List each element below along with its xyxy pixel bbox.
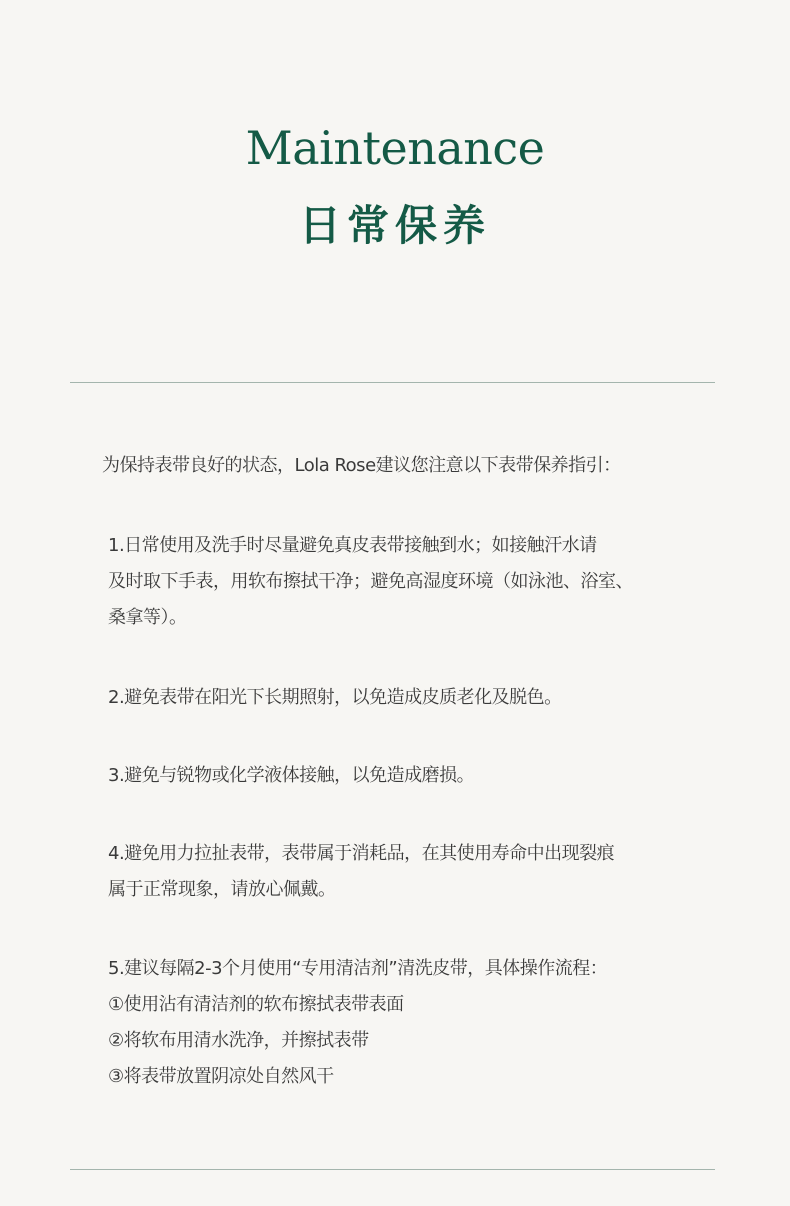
care-item-4-line-2: 属于正常现象，请放心佩戴。: [108, 879, 336, 900]
care-item-5: [108, 951, 607, 1095]
care-item-2-line-1: 2.避免表带在阳光下长期照射，以免造成皮质老化及脱色。: [108, 687, 562, 708]
care-item-2: [108, 680, 562, 716]
care-item-1-line-1: 1.日常使用及洗手时尽量避免真皮表带接触到水；如接触汗水请: [108, 535, 597, 556]
top-divider: [70, 382, 715, 383]
page-title-en: Maintenance: [245, 121, 545, 175]
care-step-2: ②将软布用清水洗净，并擦拭表带: [108, 1030, 369, 1051]
care-step-3: ③将表带放置阴凉处自然风干: [108, 1066, 334, 1087]
care-item-3: [108, 758, 474, 794]
care-item-4: [108, 836, 614, 908]
intro-text: 为保持表带良好的状态，Lola Rose建议您注意以下表带保养指引：: [102, 455, 621, 476]
page-title-zh: 日常保养: [298, 201, 491, 250]
care-step-1: ①使用沾有清洁剂的软布擦拭表带表面: [108, 994, 404, 1015]
care-item-3-line-1: 3.避免与锐物或化学液体接触，以免造成磨损。: [108, 765, 475, 786]
care-item-1: [108, 528, 633, 636]
care-item-1-line-2: 及时取下手表，用软布擦拭干净；避免高湿度环境（如泳池、浴室、: [108, 571, 633, 592]
bottom-divider: [70, 1169, 715, 1170]
care-item-4-line-1: 4.避免用力拉扯表带，表带属于消耗品，在其使用寿命中出现裂痕: [108, 843, 615, 864]
care-item-1-line-3: 桑拿等）。: [108, 607, 187, 628]
care-item-5-line-1: 5.建议每隔2-3个月使用“专用清洁剂”清洗皮带，具体操作流程：: [108, 958, 608, 979]
